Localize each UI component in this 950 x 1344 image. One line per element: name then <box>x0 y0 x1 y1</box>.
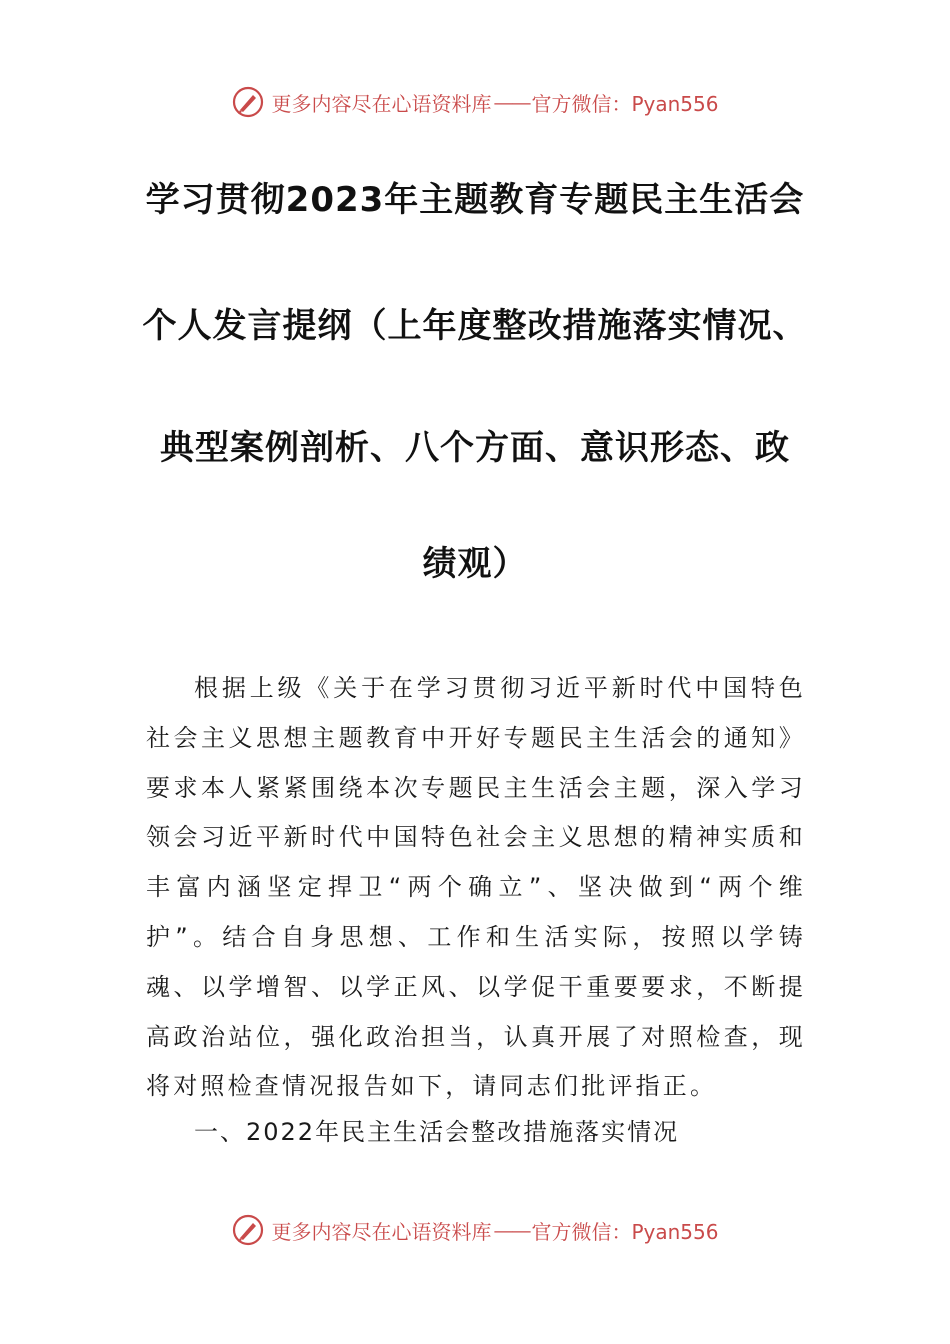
banner-separator: —— <box>493 90 530 114</box>
body-paragraph-1: 根据上级《关于在学习贯彻习近平新时代中国特色社会主义思想主题教育中开好专题民主生活会的通知》要求本人紧紧围绕本次专题民主生活会主题，深入学习领会习近平新时代中国特色社会主义思想的精神实质和丰富内涵坚定捍卫“两个确立”、坚决做到“两个维护”。结合自身思想、工作和生活实际，按照以学铸魂、以学增智、以学正风、以学促干重要要求，不断提高政治站位，强化政治担当，认真开展了对照检查，现将对照检查情况报告如下，请同志们批评指正。 <box>146 674 806 1101</box>
pen-logo-icon <box>231 85 265 119</box>
pen-logo-icon <box>231 1213 265 1247</box>
banner-wechat: 官方微信：Pyan556 <box>531 1219 719 1244</box>
title-line-2: 个人发言提纲（上年度整改措施落实情况、 <box>142 306 808 346</box>
banner-text: 更多内容尽在心语资料库 <box>271 91 492 116</box>
footer-watermark-banner <box>0 1210 950 1250</box>
title-line-1: 学习贯彻2023年主题教育专题民主生活会 <box>145 180 805 220</box>
title-line-3: 典型案例剖析、八个方面、意识形态、政 <box>160 428 790 468</box>
banner-text: 更多内容尽在心语资料库 <box>271 1219 492 1244</box>
title-line-4: 绩观） <box>422 544 528 584</box>
banner-separator: —— <box>493 1218 530 1242</box>
banner-wechat: 官方微信：Pyan556 <box>531 91 719 116</box>
header-watermark-banner <box>0 82 950 122</box>
section-heading-1: 一、2022年民主生活会整改措施落实情况 <box>194 1118 680 1146</box>
